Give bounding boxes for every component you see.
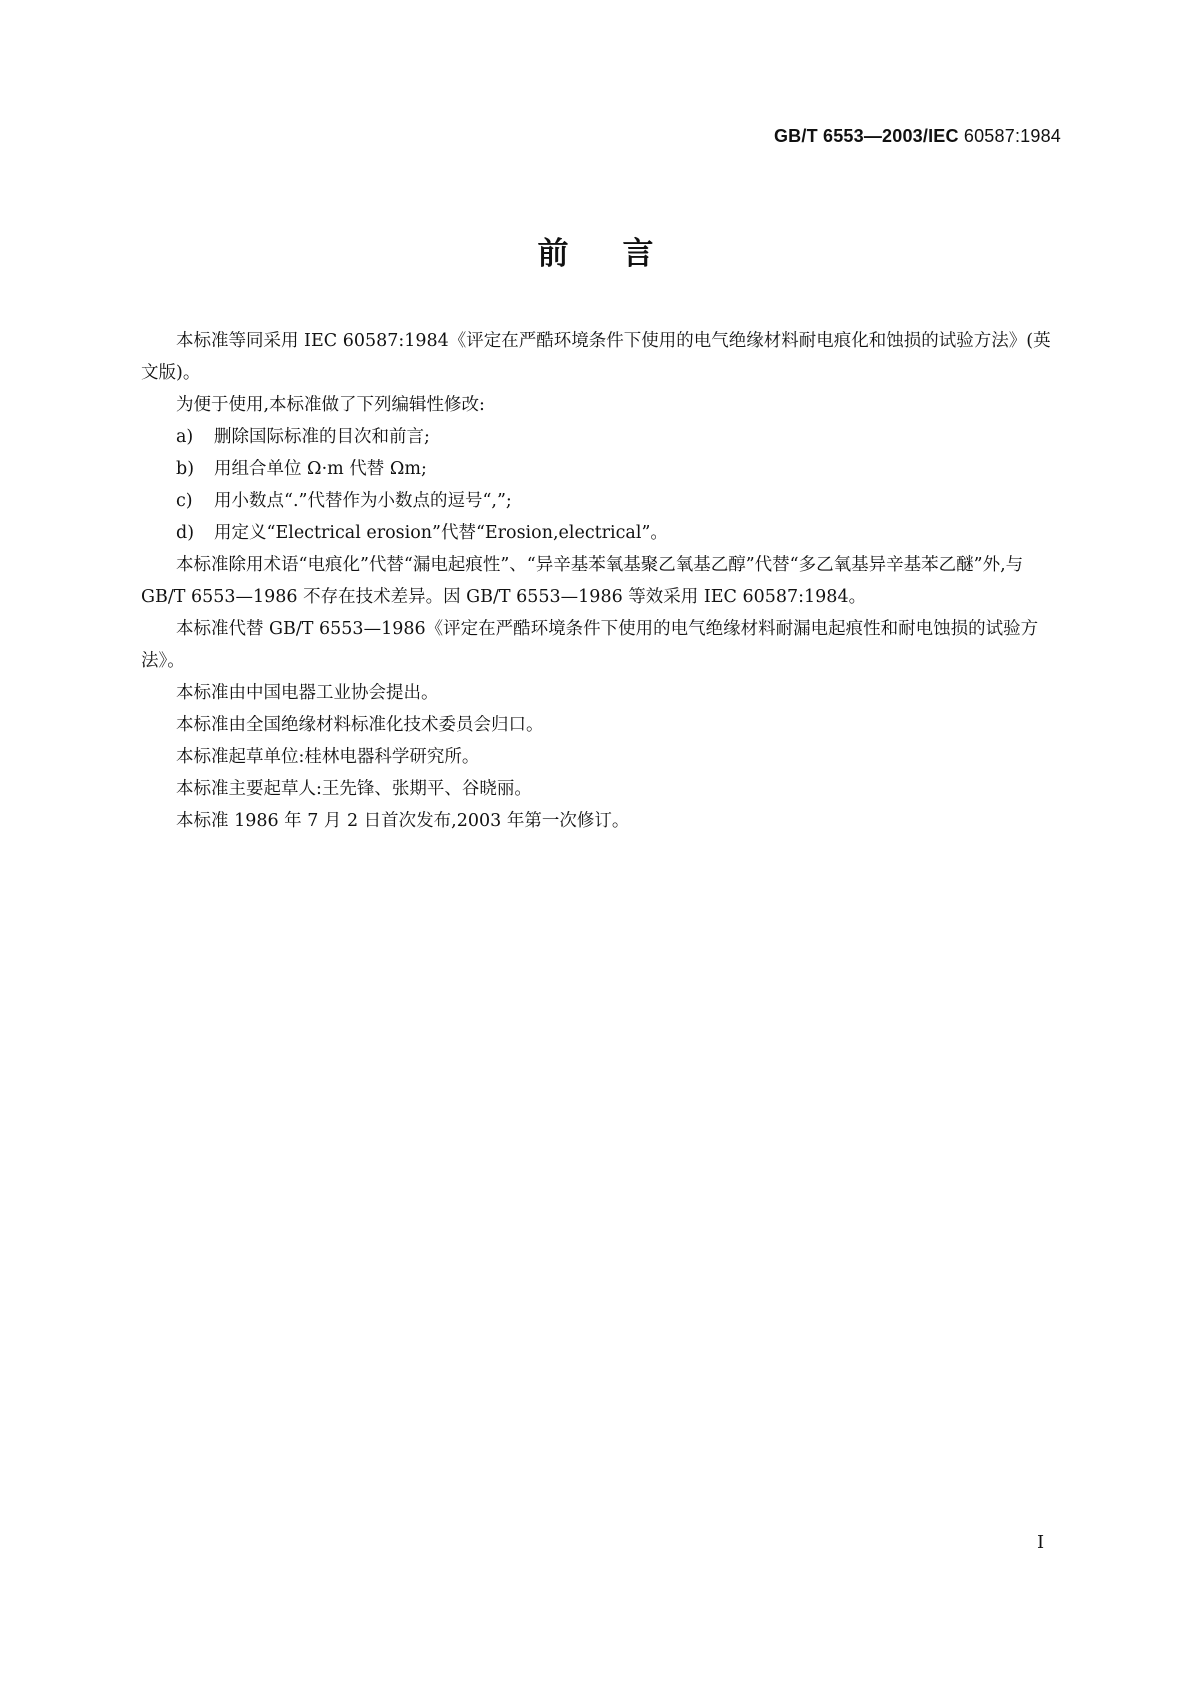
paragraph-history: 本标准 1986 年 7 月 2 日首次发布,2003 年第一次修订。 [176,811,630,831]
list-item-text: 用组合单位 Ω·m 代替 Ωm; [214,459,427,479]
paragraph-technical-differences: 本标准除用术语“电痕化”代替“漏电起痕性”、“异辛基苯氧基聚乙氧基乙醇”代替“多乙氧基异辛基苯乙醚”外,与 GB/T 6553—1986 不存在技术差异。因 GB/T 6553—1986 等效采用 IEC 60587:1984。 [141,555,1024,607]
paragraph-adoption: 本标准等同采用 IEC 60587:1984《评定在严酷环境条件下使用的电气绝缘材料耐电痕化和蚀损的试验方法》(英文版)。 [141,331,1051,383]
paragraph-replaces: 本标准代替 GB/T 6553—1986《评定在严酷环境条件下使用的电气绝缘材料耐漏电起痕性和耐电蚀损的试验方法》。 [141,619,1039,671]
paragraph-proposed-by: 本标准由中国电器工业协会提出。 [176,683,439,703]
paragraph-centralized-by: 本标准由全国绝缘材料标准化技术委员会归口。 [176,715,544,735]
standard-code: GB/T 6553—2003/IEC [773,126,959,146]
list-item [141,517,1065,549]
list-item [141,453,1065,485]
list-marker: d) [176,523,195,543]
list-item [141,421,1065,453]
list-marker: c) [176,491,193,511]
list-item-text: 删除国际标准的目次和前言; [214,427,430,447]
page-title: 前言 [537,236,708,272]
list-marker: a) [176,427,194,447]
modification-list [141,421,1065,549]
standard-code-rest: 60587:1984 [963,126,1061,146]
paragraph-drafting-unit: 本标准起草单位:桂林电器科学研究所。 [176,747,480,767]
list-item [141,485,1065,517]
list-marker: b) [176,459,195,479]
paragraph-drafters: 本标准主要起草人:王先锋、张期平、谷晓丽。 [176,779,532,799]
page-number: I [1037,1532,1045,1553]
page-header [774,126,1061,147]
list-item-text: 用小数点“.”代替作为小数点的逗号“,”; [214,491,512,511]
list-item-text: 用定义“Electrical erosion”代替“Erosion,electrical”。 [214,523,668,543]
paragraph-modifications-intro: 为便于使用,本标准做了下列编辑性修改: [176,395,485,415]
foreword-body [141,325,1065,837]
